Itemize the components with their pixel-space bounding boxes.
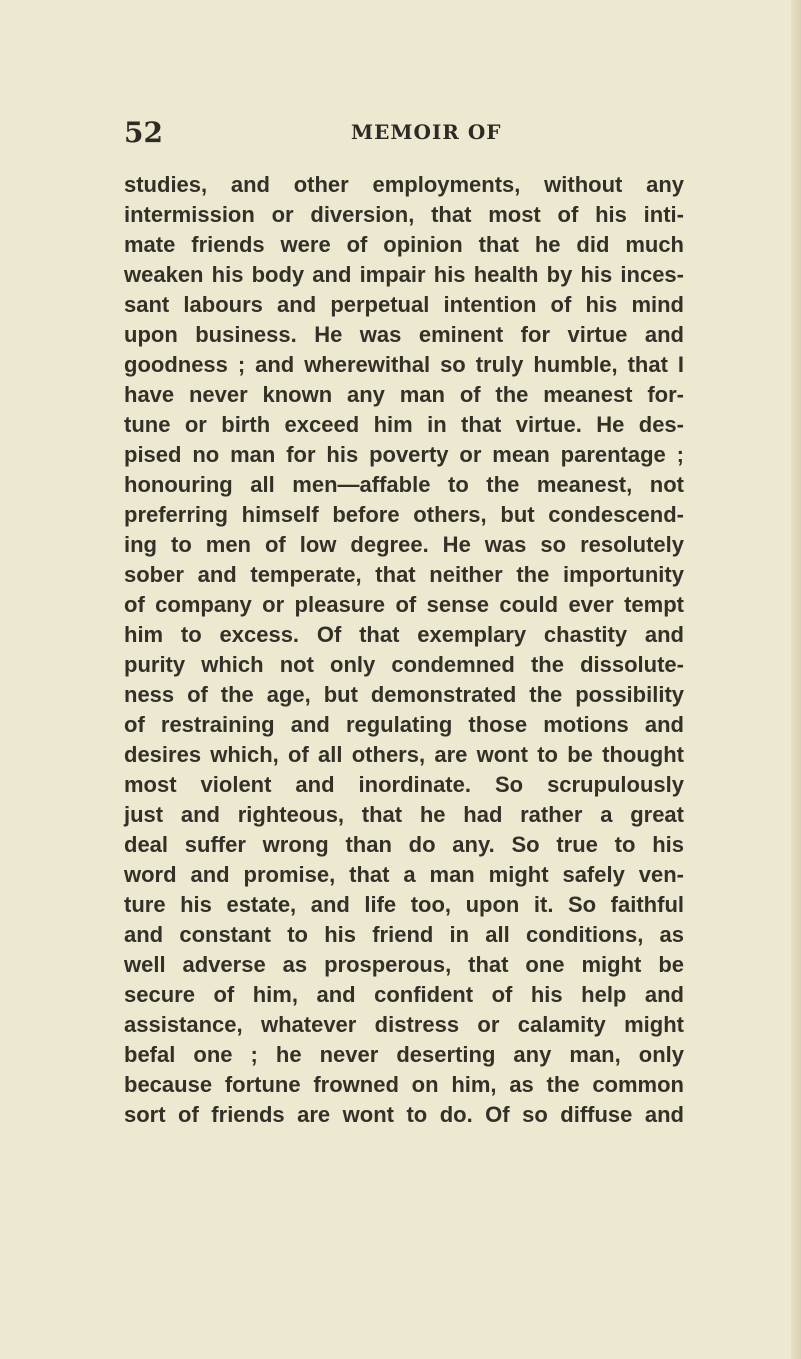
text-line: sant labours and perpetual intention of his mind bbox=[124, 292, 684, 317]
text-line: of restraining and regulating those motions and bbox=[124, 712, 684, 737]
text-line: because fortune frowned on him, as the common bbox=[124, 1072, 684, 1097]
text-line: weaken his body and impair his health by his inces- bbox=[124, 262, 684, 287]
text-line: most violent and inordinate. So scrupulously bbox=[124, 772, 684, 797]
text-line: desires which, of all others, are wont to be thought bbox=[124, 742, 684, 767]
text-line: studies, and other employments, without any bbox=[124, 172, 684, 197]
text-line: tune or birth exceed him in that virtue. He des- bbox=[124, 412, 684, 437]
text-line: of company or pleasure of sense could ever tempt bbox=[124, 592, 684, 617]
text-line: befal one ; he never deserting any man, only bbox=[124, 1042, 684, 1067]
text-line: honouring all men—affable to the meanest, not bbox=[124, 472, 684, 497]
text-line: intermission or diversion, that most of his inti- bbox=[124, 202, 684, 227]
text-line: ture his estate, and life too, upon it. So faithful bbox=[124, 892, 684, 917]
text-line: ness of the age, but demonstrated the possibility bbox=[124, 682, 684, 707]
text-line: purity which not only condemned the dissolute- bbox=[124, 652, 684, 677]
page-number: 52 bbox=[124, 116, 163, 149]
text-line: upon business. He was eminent for virtue and bbox=[124, 322, 684, 347]
text-line: pised no man for his poverty or mean parentage ; bbox=[124, 442, 684, 467]
text-line: just and righteous, that he had rather a great bbox=[124, 802, 684, 827]
text-line: him to excess. Of that exemplary chastity and bbox=[124, 622, 684, 647]
running-head: MEMOIR OF bbox=[351, 120, 502, 144]
body-text bbox=[124, 170, 684, 1130]
page-edge-shadow bbox=[791, 0, 801, 1359]
text-line: secure of him, and confident of his help and bbox=[124, 982, 684, 1007]
text-line: sober and temperate, that neither the importunity bbox=[124, 562, 684, 587]
text-line: word and promise, that a man might safely ven- bbox=[124, 862, 684, 887]
page-header bbox=[124, 116, 684, 156]
text-line: preferring himself before others, but condescend- bbox=[124, 502, 684, 527]
text-line: and constant to his friend in all conditions, as bbox=[124, 922, 684, 947]
text-line: ing to men of low degree. He was so resolutely bbox=[124, 532, 684, 557]
text-line: assistance, whatever distress or calamity might bbox=[124, 1012, 684, 1037]
text-line: deal suffer wrong than do any. So true to his bbox=[124, 832, 684, 857]
text-line: well adverse as prosperous, that one might be bbox=[124, 952, 684, 977]
text-line: mate friends were of opinion that he did much bbox=[124, 232, 684, 257]
text-line: sort of friends are wont to do. Of so diffuse and bbox=[124, 1102, 684, 1127]
text-line: goodness ; and wherewithal so truly humble, that I bbox=[124, 352, 684, 377]
text-line: have never known any man of the meanest for- bbox=[124, 382, 684, 407]
